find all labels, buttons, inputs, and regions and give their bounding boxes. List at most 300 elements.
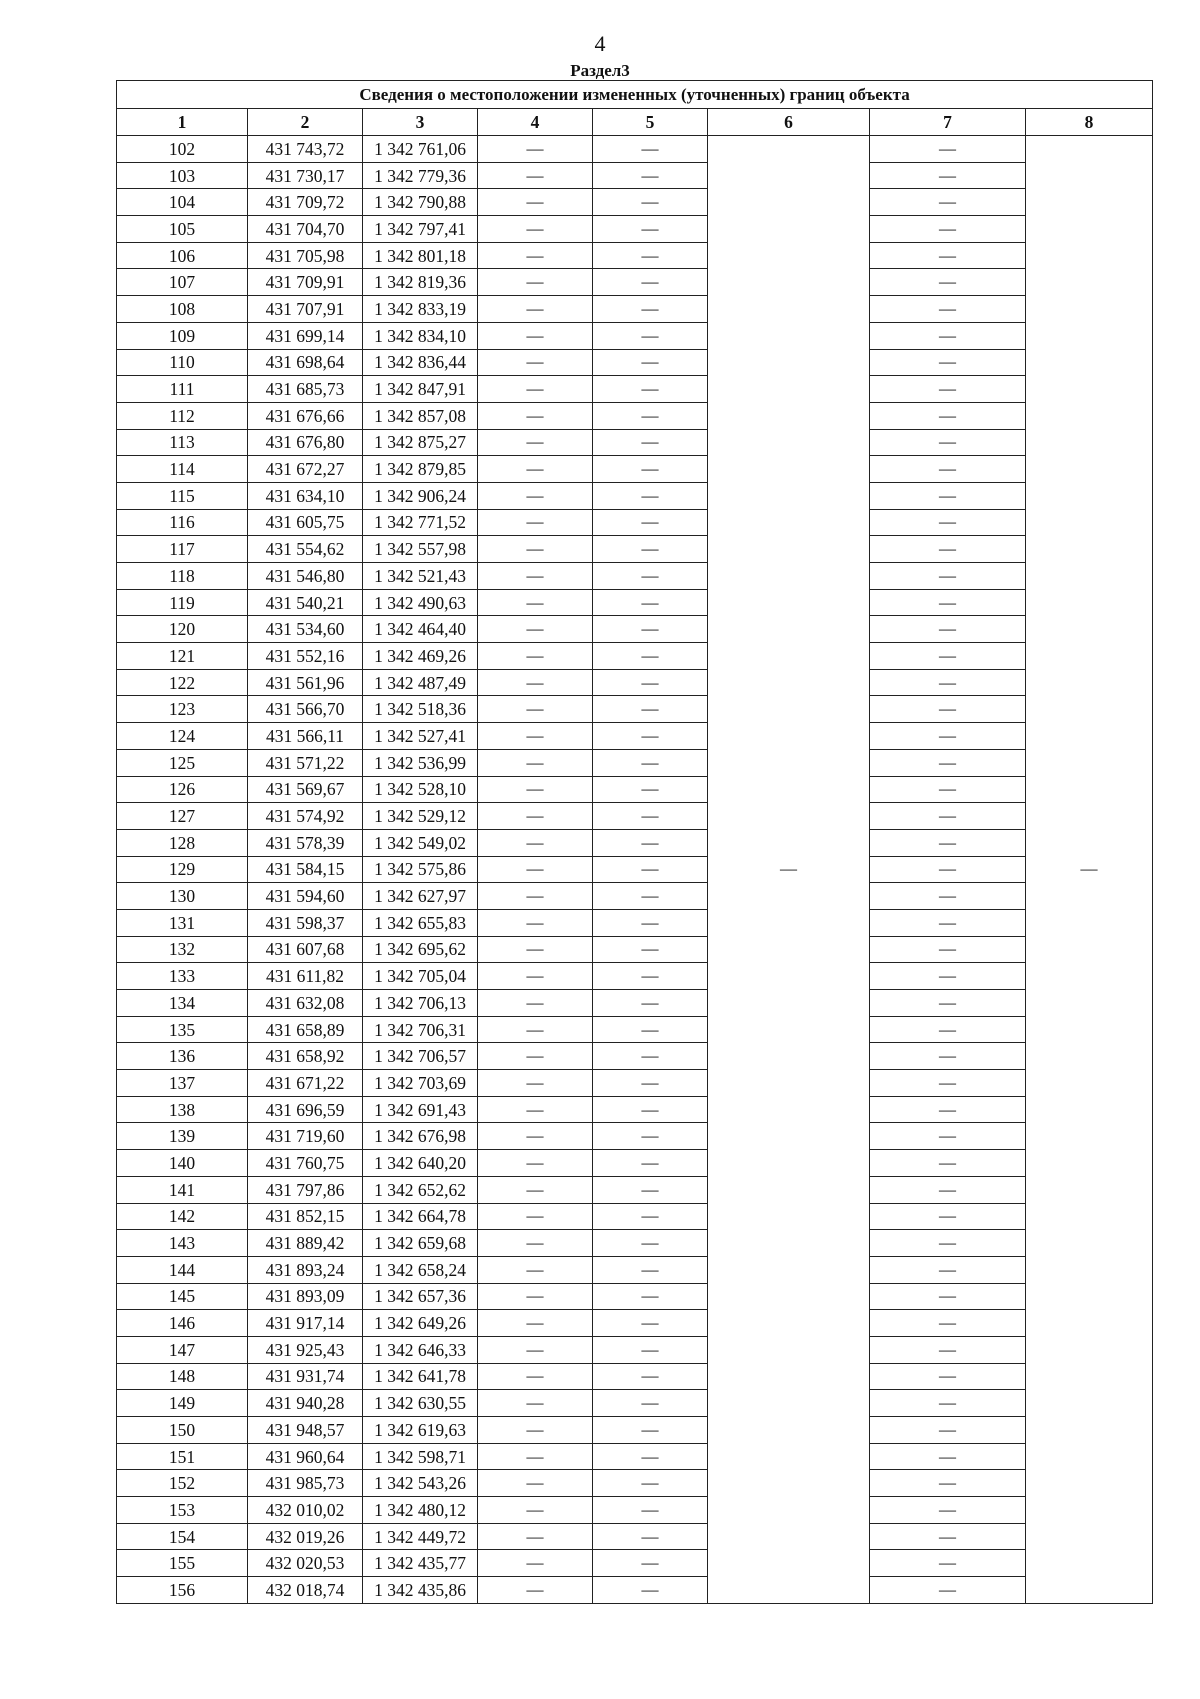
y-coordinate-cell: 1 342 691,43 xyxy=(363,1096,478,1123)
x-coordinate-cell: 431 634,10 xyxy=(248,482,363,509)
column-7-dash-cell: — xyxy=(870,1283,1026,1310)
column-5-dash-cell: — xyxy=(593,803,708,830)
point-number-cell: 146 xyxy=(117,1310,248,1337)
column-5-dash-cell: — xyxy=(593,322,708,349)
y-coordinate-cell: 1 342 575,86 xyxy=(363,856,478,883)
x-coordinate-cell: 431 571,22 xyxy=(248,749,363,776)
column-7-dash-cell: — xyxy=(870,669,1026,696)
boundary-coordinates-table xyxy=(116,80,1153,1604)
column-7-dash-cell: — xyxy=(870,349,1026,376)
y-coordinate-cell: 1 342 640,20 xyxy=(363,1150,478,1177)
point-number-cell: 108 xyxy=(117,296,248,323)
column-4-dash-cell: — xyxy=(478,349,593,376)
point-number-cell: 156 xyxy=(117,1577,248,1604)
y-coordinate-cell: 1 342 527,41 xyxy=(363,723,478,750)
point-number-cell: 155 xyxy=(117,1550,248,1577)
point-number-cell: 111 xyxy=(117,376,248,403)
point-number-cell: 138 xyxy=(117,1096,248,1123)
table-row xyxy=(117,1363,1153,1390)
column-4-dash-cell: — xyxy=(478,563,593,590)
point-number-cell: 125 xyxy=(117,749,248,776)
table-row xyxy=(117,402,1153,429)
point-number-cell: 118 xyxy=(117,563,248,590)
column-5-dash-cell: — xyxy=(593,1283,708,1310)
column-7-dash-cell: — xyxy=(870,1523,1026,1550)
column-7-dash-cell: — xyxy=(870,1310,1026,1337)
x-coordinate-cell: 431 658,89 xyxy=(248,1016,363,1043)
point-number-cell: 130 xyxy=(117,883,248,910)
column-5-dash-cell: — xyxy=(593,696,708,723)
point-number-cell: 145 xyxy=(117,1283,248,1310)
column-4-dash-cell: — xyxy=(478,1443,593,1470)
y-coordinate-cell: 1 342 469,26 xyxy=(363,643,478,670)
column-4-dash-cell: — xyxy=(478,429,593,456)
table-row xyxy=(117,296,1153,323)
column-5-dash-cell: — xyxy=(593,456,708,483)
point-number-cell: 140 xyxy=(117,1150,248,1177)
column-7-dash-cell: — xyxy=(870,963,1026,990)
table-row xyxy=(117,216,1153,243)
x-coordinate-cell: 431 540,21 xyxy=(248,589,363,616)
column-4-dash-cell: — xyxy=(478,1336,593,1363)
column-5-dash-cell: — xyxy=(593,589,708,616)
y-coordinate-cell: 1 342 480,12 xyxy=(363,1497,478,1524)
point-number-cell: 149 xyxy=(117,1390,248,1417)
column-5-dash-cell: — xyxy=(593,269,708,296)
column-5-dash-cell: — xyxy=(593,616,708,643)
point-number-cell: 143 xyxy=(117,1230,248,1257)
table-row xyxy=(117,856,1153,883)
point-number-cell: 136 xyxy=(117,1043,248,1070)
x-coordinate-cell: 431 552,16 xyxy=(248,643,363,670)
point-number-cell: 153 xyxy=(117,1497,248,1524)
y-coordinate-cell: 1 342 779,36 xyxy=(363,162,478,189)
table-row xyxy=(117,509,1153,536)
x-coordinate-cell: 431 705,98 xyxy=(248,242,363,269)
table-row xyxy=(117,456,1153,483)
column-5-dash-cell: — xyxy=(593,402,708,429)
x-coordinate-cell: 431 893,09 xyxy=(248,1283,363,1310)
x-coordinate-cell: 431 931,74 xyxy=(248,1363,363,1390)
column-7-dash-cell: — xyxy=(870,856,1026,883)
table-row xyxy=(117,1417,1153,1444)
column-4-dash-cell: — xyxy=(478,1363,593,1390)
column-7-dash-cell: — xyxy=(870,1470,1026,1497)
column-number: 5 xyxy=(593,109,708,136)
column-5-dash-cell: — xyxy=(593,1497,708,1524)
column-5-dash-cell: — xyxy=(593,749,708,776)
point-number-cell: 133 xyxy=(117,963,248,990)
x-coordinate-cell: 431 569,67 xyxy=(248,776,363,803)
column-7-dash-cell: — xyxy=(870,456,1026,483)
y-coordinate-cell: 1 342 627,97 xyxy=(363,883,478,910)
y-coordinate-cell: 1 342 705,04 xyxy=(363,963,478,990)
column-7-dash-cell: — xyxy=(870,1336,1026,1363)
column-5-dash-cell: — xyxy=(593,189,708,216)
point-number-cell: 103 xyxy=(117,162,248,189)
y-coordinate-cell: 1 342 529,12 xyxy=(363,803,478,830)
y-coordinate-cell: 1 342 435,86 xyxy=(363,1577,478,1604)
table-row xyxy=(117,482,1153,509)
table-row xyxy=(117,1390,1153,1417)
x-coordinate-cell: 431 893,24 xyxy=(248,1256,363,1283)
point-number-cell: 121 xyxy=(117,643,248,670)
column-4-dash-cell: — xyxy=(478,723,593,750)
column-5-dash-cell: — xyxy=(593,1363,708,1390)
y-coordinate-cell: 1 342 649,26 xyxy=(363,1310,478,1337)
column-5-dash-cell: — xyxy=(593,963,708,990)
y-coordinate-cell: 1 342 528,10 xyxy=(363,776,478,803)
x-coordinate-cell: 431 578,39 xyxy=(248,829,363,856)
x-coordinate-cell: 431 611,82 xyxy=(248,963,363,990)
y-coordinate-cell: 1 342 487,49 xyxy=(363,669,478,696)
column-5-dash-cell: — xyxy=(593,563,708,590)
y-coordinate-cell: 1 342 549,02 xyxy=(363,829,478,856)
column-5-dash-cell: — xyxy=(593,296,708,323)
column-number: 1 xyxy=(117,109,248,136)
column-7-dash-cell: — xyxy=(870,269,1026,296)
column-4-dash-cell: — xyxy=(478,1150,593,1177)
x-coordinate-cell: 431 598,37 xyxy=(248,909,363,936)
column-4-dash-cell: — xyxy=(478,803,593,830)
y-coordinate-cell: 1 342 449,72 xyxy=(363,1523,478,1550)
table-row xyxy=(117,1230,1153,1257)
y-coordinate-cell: 1 342 658,24 xyxy=(363,1256,478,1283)
column-4-dash-cell: — xyxy=(478,1497,593,1524)
point-number-cell: 137 xyxy=(117,1070,248,1097)
table-row xyxy=(117,1470,1153,1497)
column-4-dash-cell: — xyxy=(478,1043,593,1070)
column-4-dash-cell: — xyxy=(478,1550,593,1577)
column-number: 2 xyxy=(248,109,363,136)
table-row xyxy=(117,1043,1153,1070)
column-7-dash-cell: — xyxy=(870,883,1026,910)
point-number-cell: 128 xyxy=(117,829,248,856)
table-row xyxy=(117,909,1153,936)
point-number-cell: 129 xyxy=(117,856,248,883)
column-7-dash-cell: — xyxy=(870,1150,1026,1177)
point-number-cell: 122 xyxy=(117,669,248,696)
column-4-dash-cell: — xyxy=(478,322,593,349)
table-body xyxy=(117,136,1153,1604)
column-5-dash-cell: — xyxy=(593,482,708,509)
x-coordinate-cell: 431 709,91 xyxy=(248,269,363,296)
column-7-dash-cell: — xyxy=(870,616,1026,643)
column-7-dash-cell: — xyxy=(870,723,1026,750)
point-number-cell: 123 xyxy=(117,696,248,723)
column-5-dash-cell: — xyxy=(593,242,708,269)
table-row xyxy=(117,1150,1153,1177)
column-7-dash-cell: — xyxy=(870,509,1026,536)
x-coordinate-cell: 431 940,28 xyxy=(248,1390,363,1417)
table-row xyxy=(117,696,1153,723)
y-coordinate-cell: 1 342 706,13 xyxy=(363,990,478,1017)
point-number-cell: 105 xyxy=(117,216,248,243)
column-5-dash-cell: — xyxy=(593,429,708,456)
x-coordinate-cell: 431 671,22 xyxy=(248,1070,363,1097)
table-row xyxy=(117,242,1153,269)
point-number-cell: 117 xyxy=(117,536,248,563)
column-5-dash-cell: — xyxy=(593,1230,708,1257)
column-7-dash-cell: — xyxy=(870,749,1026,776)
x-coordinate-cell: 431 699,14 xyxy=(248,322,363,349)
column-7-dash-cell: — xyxy=(870,909,1026,936)
column-5-dash-cell: — xyxy=(593,669,708,696)
y-coordinate-cell: 1 342 703,69 xyxy=(363,1070,478,1097)
column-5-dash-cell: — xyxy=(593,349,708,376)
column-5-dash-cell: — xyxy=(593,1070,708,1097)
column-7-dash-cell: — xyxy=(870,829,1026,856)
column-4-dash-cell: — xyxy=(478,189,593,216)
column-5-dash-cell: — xyxy=(593,536,708,563)
table-row xyxy=(117,1123,1153,1150)
column-5-dash-cell: — xyxy=(593,1577,708,1604)
column-7-dash-cell: — xyxy=(870,1230,1026,1257)
table-row xyxy=(117,829,1153,856)
column-5-dash-cell: — xyxy=(593,856,708,883)
y-coordinate-cell: 1 342 797,41 xyxy=(363,216,478,243)
y-coordinate-cell: 1 342 646,33 xyxy=(363,1336,478,1363)
x-coordinate-cell: 431 707,91 xyxy=(248,296,363,323)
column-5-dash-cell: — xyxy=(593,1176,708,1203)
column-7-dash-cell: — xyxy=(870,1096,1026,1123)
y-coordinate-cell: 1 342 857,08 xyxy=(363,402,478,429)
y-coordinate-cell: 1 342 836,44 xyxy=(363,349,478,376)
column-4-dash-cell: — xyxy=(478,482,593,509)
point-number-cell: 120 xyxy=(117,616,248,643)
column-5-dash-cell: — xyxy=(593,376,708,403)
point-number-cell: 147 xyxy=(117,1336,248,1363)
table-row xyxy=(117,936,1153,963)
x-coordinate-cell: 431 566,70 xyxy=(248,696,363,723)
y-coordinate-cell: 1 342 706,31 xyxy=(363,1016,478,1043)
point-number-cell: 134 xyxy=(117,990,248,1017)
table-row xyxy=(117,1497,1153,1524)
column-4-dash-cell: — xyxy=(478,456,593,483)
column-7-dash-cell: — xyxy=(870,643,1026,670)
point-number-cell: 115 xyxy=(117,482,248,509)
point-number-cell: 151 xyxy=(117,1443,248,1470)
column-5-dash-cell: — xyxy=(593,1150,708,1177)
column-7-dash-cell: — xyxy=(870,376,1026,403)
column-5-dash-cell: — xyxy=(593,136,708,163)
column-7-dash-cell: — xyxy=(870,242,1026,269)
table-row xyxy=(117,1176,1153,1203)
column-7-dash-cell: — xyxy=(870,322,1026,349)
table-row xyxy=(117,669,1153,696)
y-coordinate-cell: 1 342 819,36 xyxy=(363,269,478,296)
x-coordinate-cell: 432 020,53 xyxy=(248,1550,363,1577)
y-coordinate-cell: 1 342 676,98 xyxy=(363,1123,478,1150)
y-coordinate-cell: 1 342 879,85 xyxy=(363,456,478,483)
column-7-dash-cell: — xyxy=(870,776,1026,803)
table-row xyxy=(117,1443,1153,1470)
x-coordinate-cell: 431 709,72 xyxy=(248,189,363,216)
column-5-dash-cell: — xyxy=(593,216,708,243)
column-5-dash-cell: — xyxy=(593,509,708,536)
column-4-dash-cell: — xyxy=(478,1230,593,1257)
column-7-dash-cell: — xyxy=(870,1497,1026,1524)
table-row xyxy=(117,776,1153,803)
column-7-dash-cell: — xyxy=(870,1256,1026,1283)
table-row xyxy=(117,1336,1153,1363)
page-number: 4 xyxy=(594,31,606,56)
table-row xyxy=(117,536,1153,563)
column-5-dash-cell: — xyxy=(593,936,708,963)
column-4-dash-cell: — xyxy=(478,749,593,776)
column-4-dash-cell: — xyxy=(478,909,593,936)
x-coordinate-cell: 431 632,08 xyxy=(248,990,363,1017)
column-7-dash-cell: — xyxy=(870,216,1026,243)
x-coordinate-cell: 431 672,27 xyxy=(248,456,363,483)
table-row xyxy=(117,616,1153,643)
x-coordinate-cell: 431 594,60 xyxy=(248,883,363,910)
point-number-cell: 148 xyxy=(117,1363,248,1390)
column-4-dash-cell: — xyxy=(478,643,593,670)
point-number-cell: 116 xyxy=(117,509,248,536)
point-number-cell: 104 xyxy=(117,189,248,216)
point-number-cell: 109 xyxy=(117,322,248,349)
y-coordinate-cell: 1 342 875,27 xyxy=(363,429,478,456)
column-number: 3 xyxy=(363,109,478,136)
column-4-dash-cell: — xyxy=(478,269,593,296)
column-7-dash-cell: — xyxy=(870,189,1026,216)
point-number-cell: 126 xyxy=(117,776,248,803)
y-coordinate-cell: 1 342 543,26 xyxy=(363,1470,478,1497)
column-5-dash-cell: — xyxy=(593,1016,708,1043)
column-4-dash-cell: — xyxy=(478,1070,593,1097)
table-row xyxy=(117,749,1153,776)
table-caption: Сведения о местоположении измененных (уточненных) границ объекта xyxy=(117,81,1153,109)
table-row xyxy=(117,136,1153,163)
x-coordinate-cell: 431 985,73 xyxy=(248,1470,363,1497)
y-coordinate-cell: 1 342 630,55 xyxy=(363,1390,478,1417)
point-number-cell: 139 xyxy=(117,1123,248,1150)
column-4-dash-cell: — xyxy=(478,963,593,990)
column-7-dash-cell: — xyxy=(870,136,1026,163)
x-coordinate-cell: 431 730,17 xyxy=(248,162,363,189)
column-8-merged-cell: — xyxy=(1026,136,1153,1604)
point-number-cell: 124 xyxy=(117,723,248,750)
column-6-merged-cell: — xyxy=(708,136,870,1604)
column-4-dash-cell: — xyxy=(478,1523,593,1550)
point-number-cell: 144 xyxy=(117,1256,248,1283)
point-number-cell: 112 xyxy=(117,402,248,429)
x-coordinate-cell: 432 010,02 xyxy=(248,1497,363,1524)
column-4-dash-cell: — xyxy=(478,1176,593,1203)
column-7-dash-cell: — xyxy=(870,1043,1026,1070)
column-4-dash-cell: — xyxy=(478,936,593,963)
column-7-dash-cell: — xyxy=(870,1363,1026,1390)
table-row xyxy=(117,189,1153,216)
column-4-dash-cell: — xyxy=(478,829,593,856)
column-7-dash-cell: — xyxy=(870,936,1026,963)
y-coordinate-cell: 1 342 521,43 xyxy=(363,563,478,590)
column-5-dash-cell: — xyxy=(593,1550,708,1577)
column-7-dash-cell: — xyxy=(870,1417,1026,1444)
table-row xyxy=(117,589,1153,616)
column-4-dash-cell: — xyxy=(478,856,593,883)
point-number-cell: 132 xyxy=(117,936,248,963)
column-number: 8 xyxy=(1026,109,1153,136)
column-5-dash-cell: — xyxy=(593,1390,708,1417)
x-coordinate-cell: 431 719,60 xyxy=(248,1123,363,1150)
column-4-dash-cell: — xyxy=(478,1283,593,1310)
y-coordinate-cell: 1 342 464,40 xyxy=(363,616,478,643)
x-coordinate-cell: 432 019,26 xyxy=(248,1523,363,1550)
column-7-dash-cell: — xyxy=(870,1443,1026,1470)
column-number-row xyxy=(117,109,1153,136)
column-number: 6 xyxy=(708,109,870,136)
column-7-dash-cell: — xyxy=(870,990,1026,1017)
section-title: Раздел3 xyxy=(570,61,630,80)
table-row xyxy=(117,349,1153,376)
column-4-dash-cell: — xyxy=(478,1096,593,1123)
point-number-cell: 106 xyxy=(117,242,248,269)
column-5-dash-cell: — xyxy=(593,1336,708,1363)
column-5-dash-cell: — xyxy=(593,909,708,936)
column-number: 4 xyxy=(478,109,593,136)
y-coordinate-cell: 1 342 771,52 xyxy=(363,509,478,536)
table-row xyxy=(117,883,1153,910)
point-number-cell: 102 xyxy=(117,136,248,163)
x-coordinate-cell: 431 917,14 xyxy=(248,1310,363,1337)
table-row xyxy=(117,1310,1153,1337)
x-coordinate-cell: 431 534,60 xyxy=(248,616,363,643)
column-5-dash-cell: — xyxy=(593,1256,708,1283)
column-4-dash-cell: — xyxy=(478,776,593,803)
column-4-dash-cell: — xyxy=(478,296,593,323)
y-coordinate-cell: 1 342 652,62 xyxy=(363,1176,478,1203)
y-coordinate-cell: 1 342 847,91 xyxy=(363,376,478,403)
column-4-dash-cell: — xyxy=(478,616,593,643)
column-7-dash-cell: — xyxy=(870,1577,1026,1604)
column-4-dash-cell: — xyxy=(478,1256,593,1283)
x-coordinate-cell: 431 605,75 xyxy=(248,509,363,536)
column-7-dash-cell: — xyxy=(870,1550,1026,1577)
x-coordinate-cell: 431 584,15 xyxy=(248,856,363,883)
y-coordinate-cell: 1 342 706,57 xyxy=(363,1043,478,1070)
x-coordinate-cell: 431 546,80 xyxy=(248,563,363,590)
y-coordinate-cell: 1 342 619,63 xyxy=(363,1417,478,1444)
table-row xyxy=(117,803,1153,830)
column-5-dash-cell: — xyxy=(593,162,708,189)
column-4-dash-cell: — xyxy=(478,402,593,429)
column-5-dash-cell: — xyxy=(593,1417,708,1444)
x-coordinate-cell: 431 676,66 xyxy=(248,402,363,429)
column-4-dash-cell: — xyxy=(478,242,593,269)
column-7-dash-cell: — xyxy=(870,589,1026,616)
column-4-dash-cell: — xyxy=(478,669,593,696)
column-7-dash-cell: — xyxy=(870,536,1026,563)
y-coordinate-cell: 1 342 695,62 xyxy=(363,936,478,963)
table-row xyxy=(117,376,1153,403)
table-row xyxy=(117,322,1153,349)
column-4-dash-cell: — xyxy=(478,536,593,563)
column-5-dash-cell: — xyxy=(593,776,708,803)
column-4-dash-cell: — xyxy=(478,1390,593,1417)
table-row xyxy=(117,162,1153,189)
point-number-cell: 114 xyxy=(117,456,248,483)
x-coordinate-cell: 431 607,68 xyxy=(248,936,363,963)
y-coordinate-cell: 1 342 518,36 xyxy=(363,696,478,723)
column-4-dash-cell: — xyxy=(478,589,593,616)
y-coordinate-cell: 1 342 641,78 xyxy=(363,1363,478,1390)
table-row xyxy=(117,1096,1153,1123)
column-4-dash-cell: — xyxy=(478,136,593,163)
y-coordinate-cell: 1 342 657,36 xyxy=(363,1283,478,1310)
column-7-dash-cell: — xyxy=(870,1016,1026,1043)
